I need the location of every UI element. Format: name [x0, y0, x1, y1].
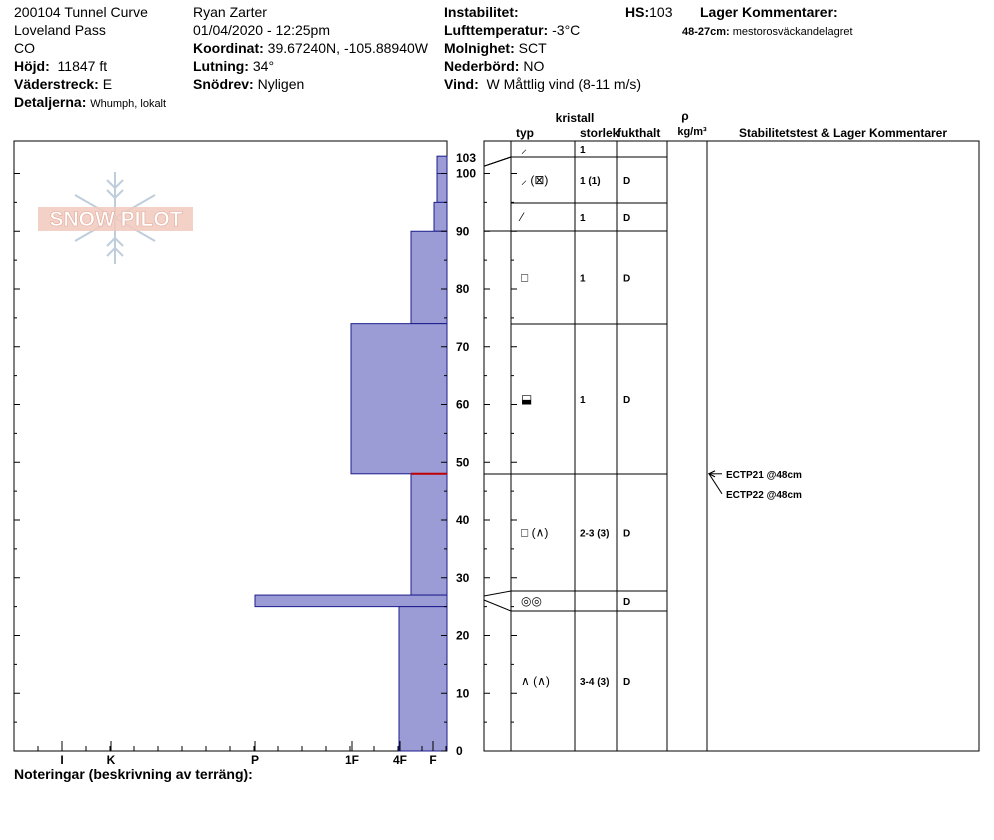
- moisture-value: D: [623, 677, 631, 688]
- depth-tick-label: 20: [456, 628, 470, 643]
- header-density-unit: kg/m³: [677, 126, 707, 138]
- elevation-label: Höjd:: [14, 58, 50, 74]
- grain-symbol: □ (∧): [521, 525, 549, 540]
- row-connector: [484, 157, 511, 166]
- hardness-layer-5: [411, 474, 447, 595]
- hardness-tick-label: F: [429, 753, 437, 767]
- grain-symbol: ⬓: [521, 392, 533, 406]
- grain-symbol: ◎◎: [521, 594, 542, 608]
- details-label: Detaljerna:: [14, 94, 87, 110]
- sky-label: Molnighet:: [444, 40, 515, 56]
- depth-tick-label: 90: [456, 224, 470, 239]
- site-name: 200104 Tunnel Curve: [14, 4, 148, 20]
- grain-size: 1: [580, 395, 586, 406]
- hardness-layer-2: [434, 202, 447, 231]
- header-crystal: kristall: [555, 111, 595, 125]
- hs-label: HS:: [625, 4, 650, 20]
- coord-label: Koordinat:: [193, 40, 264, 56]
- aspect-label: Väderstreck:: [14, 76, 99, 92]
- hardness-layer-6: [255, 595, 447, 607]
- depth-tick-label: 10: [456, 686, 470, 701]
- site-location: Loveland Pass: [14, 22, 106, 38]
- hardness-tick-label: K: [106, 753, 116, 767]
- hardness-tick-label: 4F: [392, 753, 408, 767]
- instability-label: Instabilitet:: [444, 4, 519, 20]
- hardness-layer-4: [351, 324, 447, 474]
- hs-value: 103: [649, 4, 673, 20]
- grain-symbol: ⸝: [521, 142, 528, 156]
- grain-size: 1 (1): [580, 176, 601, 187]
- depth-tick-label: 100: [456, 166, 477, 181]
- depth-tick-label: 0: [456, 744, 463, 758]
- moisture-value: D: [623, 395, 631, 406]
- depth-tick-label: 70: [456, 339, 470, 354]
- elevation-value: 11847 ft: [57, 58, 108, 74]
- hardness-layer-3: [411, 231, 447, 323]
- row-connector: [484, 600, 511, 611]
- stability-test-label: ECTP21 @48cm: [726, 469, 802, 481]
- hardness-tick-label: 1F: [344, 753, 360, 767]
- header-stability: Stabilitetstest & Lager Kommentarer: [738, 126, 948, 140]
- hardness-layers: [255, 156, 447, 751]
- details-value: Whumph, lokalt: [90, 98, 167, 110]
- hardness-tick-label: P: [250, 753, 260, 767]
- stability-tests: [709, 470, 802, 501]
- grain-size: 2-3 (3): [580, 528, 610, 540]
- hardness-tick-label: I: [60, 753, 64, 767]
- grain-size: 1: [580, 213, 586, 224]
- crystal-rows: [518, 142, 630, 688]
- depth-top-label: 103: [456, 151, 477, 166]
- layer-comment-text: mestorosväckandelagret: [732, 26, 853, 38]
- moisture-value: D: [623, 597, 631, 608]
- wind-label: Vind:: [444, 76, 479, 92]
- hardness-layer-1: [437, 174, 447, 203]
- precip-label: Nederbörd:: [444, 58, 520, 74]
- drift-value: Nyligen: [257, 76, 305, 92]
- logo-text: SNOW PILOT: [49, 208, 183, 231]
- slope-label: Lutning:: [193, 58, 249, 74]
- header-size: storlek: [580, 126, 620, 140]
- depth-tick-label: 40: [456, 513, 470, 527]
- wind-value: W Måttlig vind (8-11 m/s): [486, 76, 642, 92]
- hardness-layer-7: [399, 607, 447, 751]
- depth-tick-label: 30: [456, 570, 470, 585]
- hardness-axis: [38, 741, 446, 767]
- datetime: 01/04/2020 - 12:25pm: [193, 22, 330, 38]
- grain-symbol: ∧ (∧): [521, 674, 550, 688]
- coord-value: 39.67240N, -105.88940W: [267, 40, 428, 56]
- moisture-value: D: [623, 213, 631, 224]
- header-rho: ρ: [681, 109, 689, 123]
- grain-symbol: ⁄: [521, 210, 524, 224]
- moisture-value: D: [623, 528, 631, 540]
- air-temp-label: Lufttemperatur:: [444, 22, 549, 38]
- hardness-layer-0: [437, 156, 447, 173]
- moisture-value: D: [623, 273, 631, 285]
- slope-value: 34°: [252, 58, 275, 74]
- precip-value: NO: [523, 58, 545, 74]
- grain-symbol: ⸝ (⊠): [521, 173, 549, 187]
- layer-comments-title: Lager Kommentarer:: [700, 4, 838, 20]
- depth-tick-label: 60: [456, 397, 470, 412]
- aspect-value: E: [102, 76, 113, 92]
- air-temp-value: -3°C: [552, 22, 581, 38]
- drift-label: Snödrev:: [193, 76, 254, 92]
- layer-comment-range: 48-27cm:: [682, 26, 730, 38]
- depth-tick-label: 80: [456, 282, 470, 296]
- stability-test-label: ECTP22 @48cm: [726, 489, 802, 501]
- moisture-value: D: [623, 176, 631, 187]
- observer: Ryan Zarter: [193, 4, 267, 20]
- depth-tick-label: 50: [456, 455, 470, 470]
- row-connector: [484, 591, 511, 596]
- header-moisture: fukthalt: [617, 126, 661, 140]
- grain-symbol: □: [521, 270, 529, 285]
- sky-value: SCT: [518, 40, 547, 56]
- grain-size: 3-4 (3): [580, 677, 610, 688]
- test-arrow-line: [709, 474, 722, 494]
- grain-size: 1: [580, 145, 586, 156]
- crystal-table-frame: [484, 141, 979, 751]
- site-state: CO: [14, 40, 35, 56]
- header-type: typ: [516, 126, 534, 140]
- grain-size: 1: [580, 273, 586, 285]
- terrain-notes-label: Noteringar (beskrivning av terräng):: [14, 766, 253, 782]
